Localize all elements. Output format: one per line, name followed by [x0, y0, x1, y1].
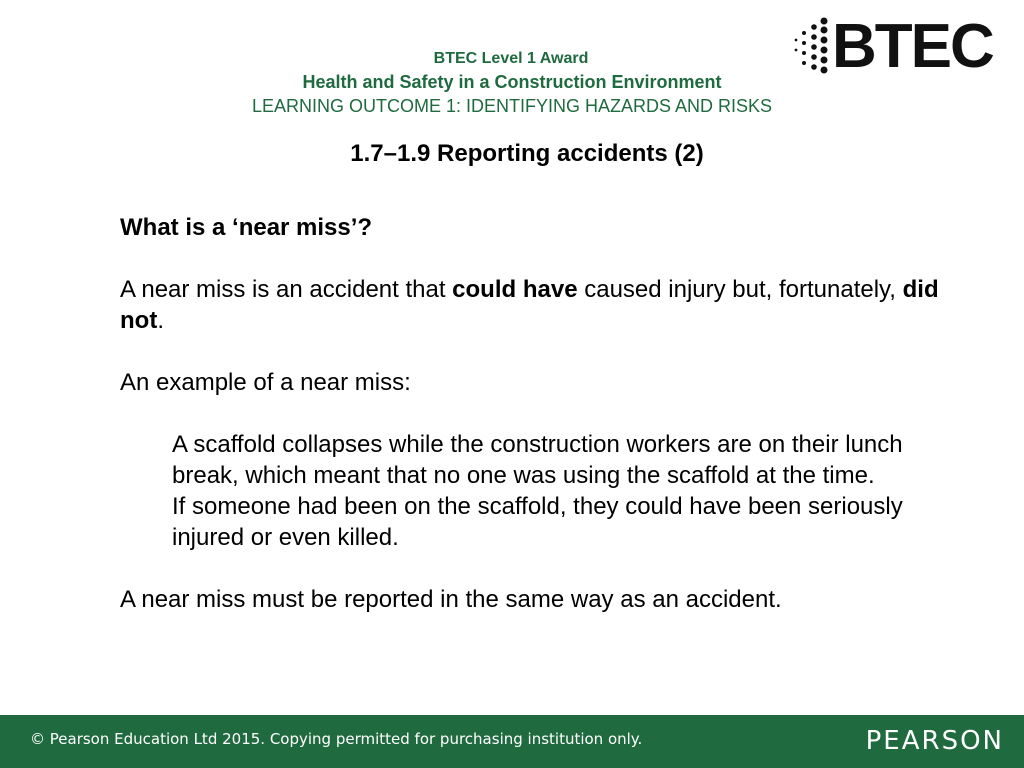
closing-statement: A near miss must be reported in the same way as an accident. — [120, 586, 782, 613]
btec-dots-icon — [792, 16, 836, 80]
course-title: Health and Safety in a Construction Environment — [302, 72, 722, 92]
definition-text-3: . — [157, 307, 164, 334]
copyright-notice: © Pearson Education Ltd 2015. Copying permitted for purchasing institution only. — [30, 730, 643, 748]
definition-paragraph — [120, 274, 970, 336]
btec-wordmark: BTEC — [832, 12, 993, 81]
emphasis-did-not: did not — [120, 276, 939, 334]
example-paragraph-1: A scaffold collapses while the construction workers are on their lunch break, which meant that no one was using the scaffold at the time. — [172, 431, 903, 489]
definition-text-1: A near miss is an accident that — [120, 276, 453, 303]
pearson-logo: PEARSON — [865, 726, 1004, 756]
question-heading: What is a ‘near miss’? — [120, 214, 373, 241]
example-paragraph-2: If someone had been on the scaffold, they could have been seriously injured or even killed. — [172, 493, 903, 551]
learning-outcome: LEARNING OUTCOME 1: IDENTIFYING HAZARDS AND RISKS — [251, 96, 773, 116]
definition-text-2: caused injury but, fortunately, — [577, 276, 903, 303]
emphasis-could-have: could have — [452, 276, 578, 303]
slide-title: 1.7–1.9 Reporting accidents (2) — [350, 140, 704, 167]
example-intro: An example of a near miss: — [120, 369, 411, 396]
footer-bar — [0, 715, 1024, 768]
btec-logo — [792, 12, 998, 81]
award-level: BTEC Level 1 Award — [433, 50, 589, 67]
slide-body — [120, 212, 970, 615]
